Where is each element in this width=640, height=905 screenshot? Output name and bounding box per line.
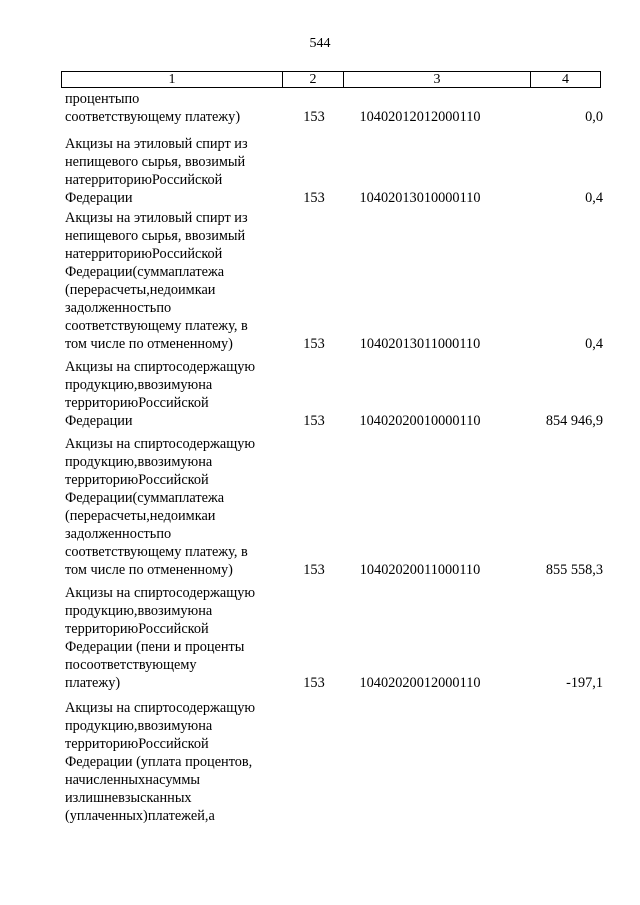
table-row <box>65 135 603 207</box>
row-value: -197,1 <box>566 675 603 691</box>
row-code: 153 <box>303 413 325 429</box>
name-line <box>65 394 266 412</box>
name-line <box>65 453 266 471</box>
name-word: на <box>145 772 160 788</box>
name-word: на <box>65 172 79 188</box>
name-line: Федерации <box>65 190 133 206</box>
name-word: по <box>156 526 172 542</box>
name-word: территорию <box>65 472 139 488</box>
name-word: по <box>65 657 81 673</box>
name-word: и <box>207 282 216 298</box>
row-value: 855 558,3 <box>545 562 603 578</box>
row-value: 0,4 <box>585 336 603 352</box>
name-word: территорию <box>65 395 139 411</box>
name-word: недоимка <box>149 508 208 524</box>
name-line: Федерации <box>65 413 133 429</box>
table-row <box>65 435 603 579</box>
name-word: продукцию, <box>65 718 138 734</box>
name-line <box>65 489 266 507</box>
row-code: 153 <box>303 336 325 352</box>
name-line <box>65 471 266 489</box>
table-row <box>65 699 603 825</box>
row-name <box>65 135 266 207</box>
row-name <box>65 90 266 126</box>
row-kbk: 10402020011000110 <box>359 562 481 578</box>
name-word: (сумма <box>132 264 175 280</box>
name-word: и <box>207 508 216 524</box>
name-word: на <box>198 377 213 393</box>
name-line <box>65 620 266 638</box>
name-line <box>65 507 266 525</box>
header-col-4: 4 <box>530 72 600 87</box>
name-word: продукцию, <box>65 454 138 470</box>
name-word: ввозимую <box>137 718 199 734</box>
name-line: Акцизы на спиртосодержащую <box>65 585 256 601</box>
header-col-3: 3 <box>343 72 530 87</box>
name-word: продукцию, <box>65 377 138 393</box>
name-word: (уплаченных) <box>65 808 148 824</box>
name-word: территорию <box>78 246 152 262</box>
name-word: платежа <box>174 264 225 280</box>
table-row <box>65 90 603 126</box>
name-line: соответствующему платежу, в <box>65 318 248 334</box>
row-code: 153 <box>303 190 325 206</box>
row-kbk: 10402013011000110 <box>359 336 481 352</box>
name-word: территорию <box>65 736 139 752</box>
name-line <box>65 299 266 317</box>
name-line <box>65 717 266 735</box>
name-line <box>65 771 266 789</box>
row-name <box>65 699 266 825</box>
row-kbk: 10402013010000110 <box>359 190 481 206</box>
page-number: 544 <box>309 36 331 51</box>
table-header <box>61 71 601 88</box>
row-name <box>65 209 266 353</box>
name-line <box>65 90 266 108</box>
name-word: соответствующему <box>80 657 197 673</box>
name-line: том числе по отмененному) <box>65 336 233 352</box>
name-word: Российской <box>151 246 223 262</box>
name-word: на <box>198 454 213 470</box>
header-col-2: 2 <box>282 72 343 87</box>
name-word: на <box>65 246 79 262</box>
name-word: излишне <box>65 790 119 806</box>
name-line: Акцизы на этиловый спирт из <box>65 136 248 152</box>
name-line: том числе по отмененному) <box>65 562 233 578</box>
row-value: 0,4 <box>585 190 603 206</box>
name-line: Акцизы на спиртосодержащую <box>65 436 256 452</box>
name-line <box>65 171 266 189</box>
name-word: Российской <box>138 621 209 637</box>
table-row <box>65 209 603 353</box>
name-line: Федерации (уплата процентов, <box>65 754 253 770</box>
row-code: 153 <box>303 675 325 691</box>
name-word: по <box>124 91 140 107</box>
name-word: проценты <box>65 91 125 107</box>
name-word: а <box>208 808 215 824</box>
name-word: ввозимую <box>137 454 199 470</box>
name-line: Акцизы на спиртосодержащую <box>65 359 256 375</box>
name-line <box>65 735 266 753</box>
name-word: задолженность <box>65 526 157 542</box>
name-word: платежа <box>174 490 225 506</box>
row-value: 854 946,9 <box>545 413 603 429</box>
name-word: суммы <box>159 772 200 788</box>
name-word: Российской <box>138 736 209 752</box>
name-line: Акцизы на спиртосодержащую <box>65 700 256 716</box>
name-line: непищевого сырья, ввозимый <box>65 154 246 170</box>
name-line <box>65 281 266 299</box>
name-line <box>65 602 266 620</box>
name-word: начисленных <box>65 772 146 788</box>
name-word: по <box>156 300 172 316</box>
name-word: на <box>198 603 213 619</box>
name-word: продукцию, <box>65 603 138 619</box>
name-line <box>65 245 266 263</box>
name-word: территорию <box>65 621 139 637</box>
row-name <box>65 358 266 430</box>
name-line <box>65 789 266 807</box>
name-word: (перерасчеты, <box>65 508 150 524</box>
name-word: (перерасчеты, <box>65 282 150 298</box>
row-code: 153 <box>303 562 325 578</box>
name-line <box>65 376 266 394</box>
name-line: платежу) <box>65 675 121 691</box>
row-name <box>65 435 266 579</box>
row-value: 0,0 <box>585 109 603 125</box>
name-word: Российской <box>151 172 223 188</box>
name-word: Федерации <box>65 264 133 280</box>
name-word: недоимка <box>149 282 208 298</box>
name-word: Российской <box>138 395 209 411</box>
header-col-1: 1 <box>168 72 176 87</box>
name-line: непищевого сырья, ввозимый <box>65 228 246 244</box>
name-line <box>65 263 266 281</box>
name-word: (сумма <box>132 490 175 506</box>
name-word: на <box>198 718 213 734</box>
row-kbk: 10402020012000110 <box>359 675 481 691</box>
name-word: Федерации <box>65 490 133 506</box>
name-line <box>65 525 266 543</box>
name-line: соответствующему платежу, в <box>65 544 248 560</box>
name-line: Федерации (пени и проценты <box>65 639 245 655</box>
name-line <box>65 807 266 825</box>
row-code: 153 <box>303 109 325 125</box>
name-word: задолженность <box>65 300 157 316</box>
name-line <box>65 656 266 674</box>
row-kbk: 10402020010000110 <box>359 413 481 429</box>
name-word: Российской <box>138 472 209 488</box>
name-line: соответствующему платежу) <box>65 109 241 125</box>
name-word: ввозимую <box>137 377 199 393</box>
name-word: ввозимую <box>137 603 199 619</box>
name-line: Акцизы на этиловый спирт из <box>65 210 248 226</box>
row-name <box>65 584 266 692</box>
name-word: платежей, <box>147 808 209 824</box>
table-row <box>65 584 603 692</box>
table-row <box>65 358 603 430</box>
name-word: взысканных <box>118 790 192 806</box>
name-word: территорию <box>78 172 152 188</box>
row-kbk: 10402012012000110 <box>359 109 481 125</box>
